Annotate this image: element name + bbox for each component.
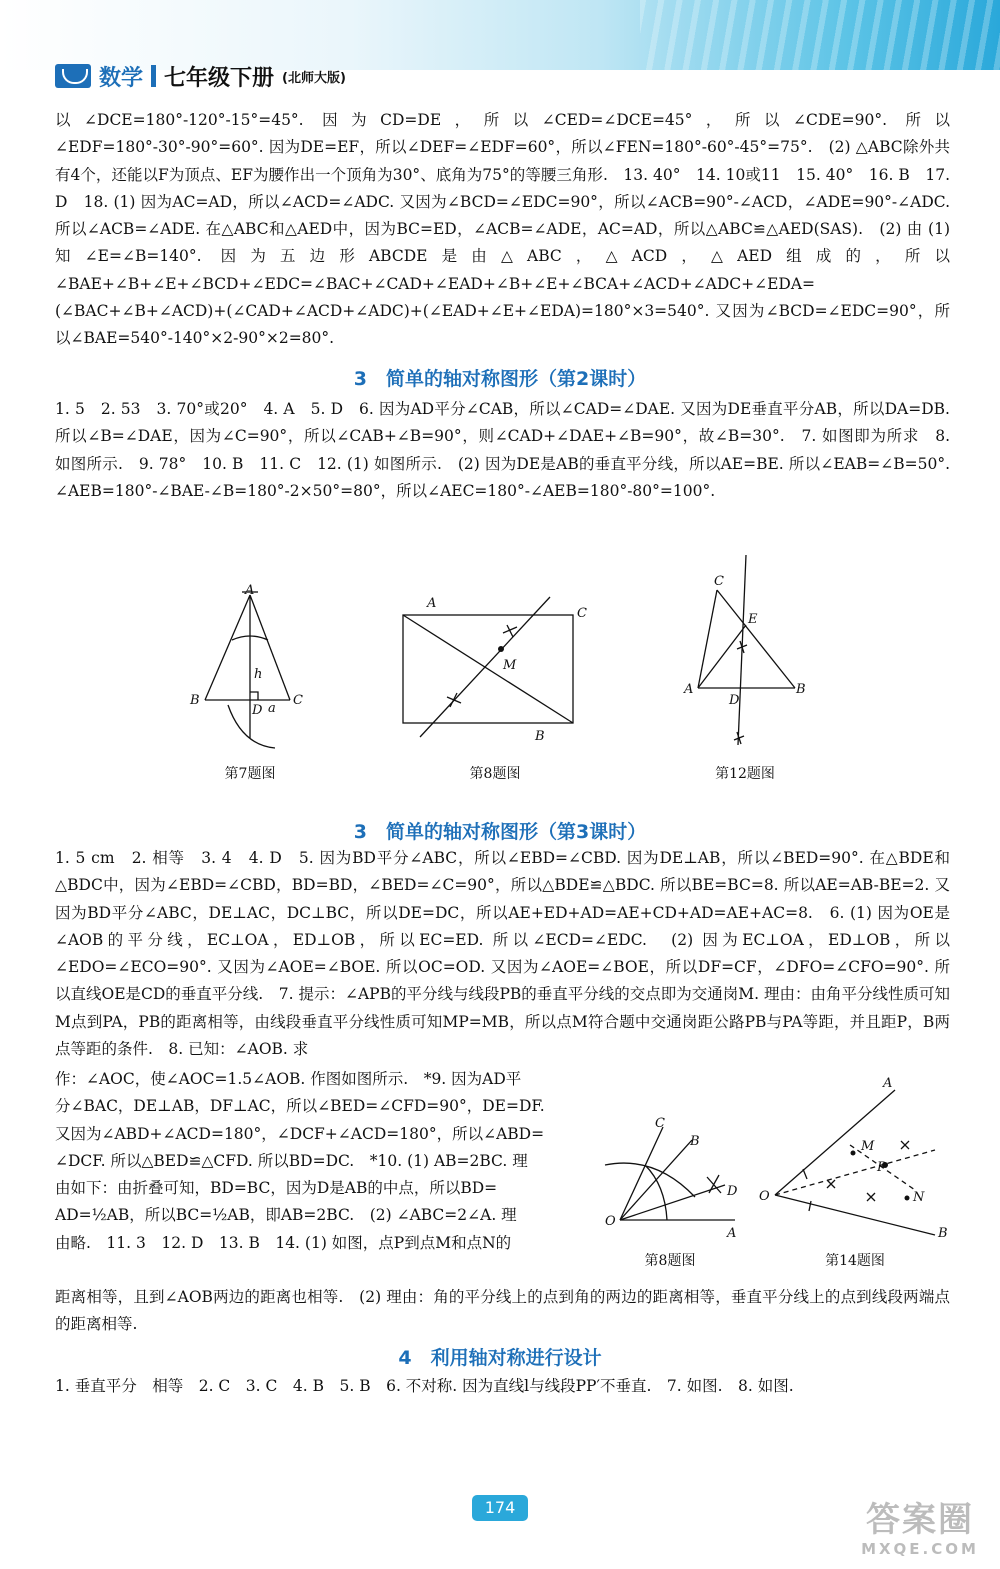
fig14-point-n — [905, 1196, 910, 1201]
fig14-label-n: N — [913, 1190, 925, 1205]
fig8b-label-a: A — [727, 1226, 737, 1240]
fig8b-caption: 第8题图 — [644, 1253, 696, 1269]
header-grade: 七年级下册 — [164, 65, 275, 91]
book-icon — [55, 64, 91, 88]
fig12-label-e: E — [748, 612, 758, 627]
answer-block-3: 1. 5 cm 2. 相等 3. 4 4. D 5. 因为BD平分∠ABC，所以∠EBD=∠CBD. 因为DE⊥AB，所以∠BED=90°. 在△BDE和△BDC中，因为∠EBD=∠CBD，BD=BD，∠BED=∠C=90°，所以△BDE≌△BDC. 所以BE=BC=8. 所以AE=AB-BE=2. 又因为BD平分∠ABC，DE⊥AC，DC⊥BC，所以DE=DC，所以AE+ED+AD=AE+CD+AD=AE+AC=8. 6. (1) 因为OE是∠AOB的平分线，EC⊥OA，ED⊥OB，所以EC=ED. 所以∠ECD=∠EDC. (2) 因为EC⊥OA，ED⊥OB，所以∠EDO=∠ECO=90°. 又因为∠AOE=∠BOE. 所以OC=OD. 又因为∠AOE=∠BOE，所以DF=CF，∠DFO=∠CFO=90°. 所以直线OE是CD的垂直平分线. 7. 提示：∠APB的平分线与线段PB的垂直平分线的交点即为交通岗M. 理由：由角平分线性质可知M点到PA，PB的距离相等，由线段垂直平分线性质可知MP=MB，所以点M符合题中交通岗距公路PB与PA等距，并且距P，B两点等距的条件. 8. 已知：∠AOB. 求 — [55, 849, 950, 1059]
page-header — [55, 60, 346, 92]
fig8-label-b: B — [535, 729, 545, 744]
fig8-label-m: M — [503, 658, 517, 673]
watermark — [845, 1500, 995, 1558]
fig7-caption: 第7题图 — [224, 766, 276, 782]
answer-block-5: 距离相等，且到∠AOB两边的距离也相等. (2) 理由：角的平分线上的点到角的两边的距离相等，垂直平分线上的点到线段两端点的距离相等. — [55, 1288, 950, 1334]
figure-8-lesson3 — [595, 1105, 755, 1240]
block4-line: 作：∠AOC，使∠AOC=1.5∠AOB. 作图如图所示. *9. 因为AD平 — [55, 1070, 522, 1088]
fig7-label-h: h — [254, 667, 263, 682]
answer-block-1: 以∠DCE=180°-120°-15°=45°. 因为CD=DE，所以∠CED=∠DCE=45°，所以∠CDE=90°. 所以∠EDF=180°-30°-90°=60°. 因为DE=EF，所以∠DEF=∠EDF=60°，所以∠FEN=180°-60°-45°=75°. (2) △ABC除外共有4个，还能以F为顶点、EF为腰作出一个顶角为30°、底角为75°的等腰三角形. 13. 40° 14. 10或11 15. 40° 16. B 17. D 18. (1) 因为AC=AD，所以∠ACD=∠ADC. 又因为∠BCD=∠EDC=90°，所以∠ACB=90°-∠ACD，∠ADE=90°-∠ADC. 所以∠ACB=∠ADE. 在△ABC和△AED中，因为BC=ED，∠ACB=∠ADE，AC=AD，所以△ABC≌△AED(SAS). (2) 由 (1) 知∠E=∠B=140°. 因为五边形ABCDE是由△ABC，△ACD，△AED组成的，所以∠BAE+∠B+∠E+∠BCD+∠EDC=∠BAC+∠CAD+∠EAD+∠B+∠E+∠BCA+∠ACD+∠ADC+∠EDA=(∠BAC+∠B+∠ACD)+(∠CAD+∠ACD+∠ADC)+(∠EAD+∠E+∠EDA)=180°×3=540°. 又因为∠BCD=∠EDC=90°，所以∠BAE=540°-140°×2-90°×2=80°. — [55, 111, 950, 348]
block4-line: ∠DCF. 所以△BED≌△CFD. 所以BD=DC. *10. (1) AB=2BC. 理 — [55, 1151, 528, 1170]
header-subject: 数学 — [99, 65, 144, 91]
fig8b-label-c: C — [655, 1116, 665, 1131]
fig12-label-c: C — [714, 574, 724, 589]
fig14-label-p: P — [877, 1160, 886, 1175]
fig7-label-d: D — [252, 703, 263, 718]
figure-8 — [395, 585, 595, 750]
fig8-caption: 第8题图 — [469, 766, 521, 782]
fig7-label-a: A — [245, 583, 255, 598]
figure-14 — [755, 1075, 955, 1245]
block4-line: AD=½AB，所以BC=½AB，即AB=2BC. (2) ∠ABC=2∠A. 理 — [55, 1206, 517, 1225]
fig7-label-b: B — [190, 693, 200, 708]
watermark-url: MXQE.COM — [861, 1540, 979, 1558]
fig12-label-b: B — [796, 682, 806, 697]
fig14-label-a: A — [883, 1076, 893, 1091]
section-title-lesson3: 3 简单的轴对称图形（第3课时） — [353, 821, 647, 843]
watermark-logo: 答案圈 — [866, 1500, 974, 1540]
fig7-label-c: C — [293, 693, 303, 708]
fig7-label-a-small: a — [268, 701, 276, 716]
fig14-caption: 第14题图 — [825, 1253, 885, 1269]
figure-7 — [180, 580, 310, 755]
header-edition: (北师大版) — [282, 70, 346, 86]
fig12-label-a: A — [684, 682, 694, 697]
fig8b-label-d: D — [727, 1184, 738, 1199]
fig12-caption: 第12题图 — [715, 766, 775, 782]
section-title-design: 4 利用轴对称进行设计 — [398, 1347, 602, 1369]
page-number: 174 — [472, 1495, 528, 1521]
fig14-label-m: M — [861, 1139, 875, 1154]
block4-line: 分∠BAC，DE⊥AB，DF⊥AC，所以∠BED=∠CFD=90°，DE=DF. — [55, 1097, 545, 1116]
section-title-lesson2: 3 简单的轴对称图形（第2课时） — [353, 368, 647, 390]
block4-line: 又因为∠ABD+∠ACD=180°，∠DCF+∠ACD=180°，所以∠ABD= — [55, 1124, 545, 1143]
fig8b-label-b: B — [690, 1134, 700, 1149]
header-divider — [151, 65, 156, 87]
block4-line: 由如下：由折叠可知，BD=BC，因为D是AB的中点，所以BD= — [55, 1179, 498, 1198]
fig8-label-a: A — [427, 596, 437, 611]
fig14-label-b: B — [938, 1226, 948, 1241]
fig12-label-d: D — [729, 693, 740, 708]
answer-block-6: 1. 垂直平分 相等 2. C 3. C 4. B 5. B 6. 不对称. 因为直线l与线段PP′不垂直. 7. 如图. 8. 如图. — [55, 1377, 794, 1395]
fig14-label-o: O — [759, 1189, 770, 1204]
fig8b-label-o: O — [605, 1214, 616, 1229]
block4-line: 由略. 11. 3 12. D 13. B 14. (1) 如图，点P到点M和点N的 — [55, 1233, 512, 1252]
answer-block-4 — [55, 1066, 595, 1257]
answer-block-2: 1. 5 2. 53 3. 70°或20° 4. A 5. D 6. 因为AD平分∠CAB，所以∠CAD=∠DAE. 又因为DE垂直平分AB，所以DA=DB. 所以∠B=∠DAE，因为∠C=90°，所以∠CAB+∠B=90°，则∠CAD+∠DAE+∠B=90°，故∠B=30°. 7. 如图即为所求 8. 如图所示. 9. 78° 10. B 11. C 12. (1) 如图所示. (2) 因为DE是AB的垂直平分线，所以AE=BE. 所以∠EAB=∠B=50°. ∠AEB=180°-∠BAE-∠B=180°-2×50°=80°，所以∠AEC=180°-∠AEB=180°-80°=100°. — [55, 400, 950, 500]
fig14-point-m — [851, 1151, 856, 1156]
figure-12 — [680, 555, 810, 750]
fig8-label-c: C — [577, 606, 587, 621]
fig8-point-m — [498, 646, 504, 652]
